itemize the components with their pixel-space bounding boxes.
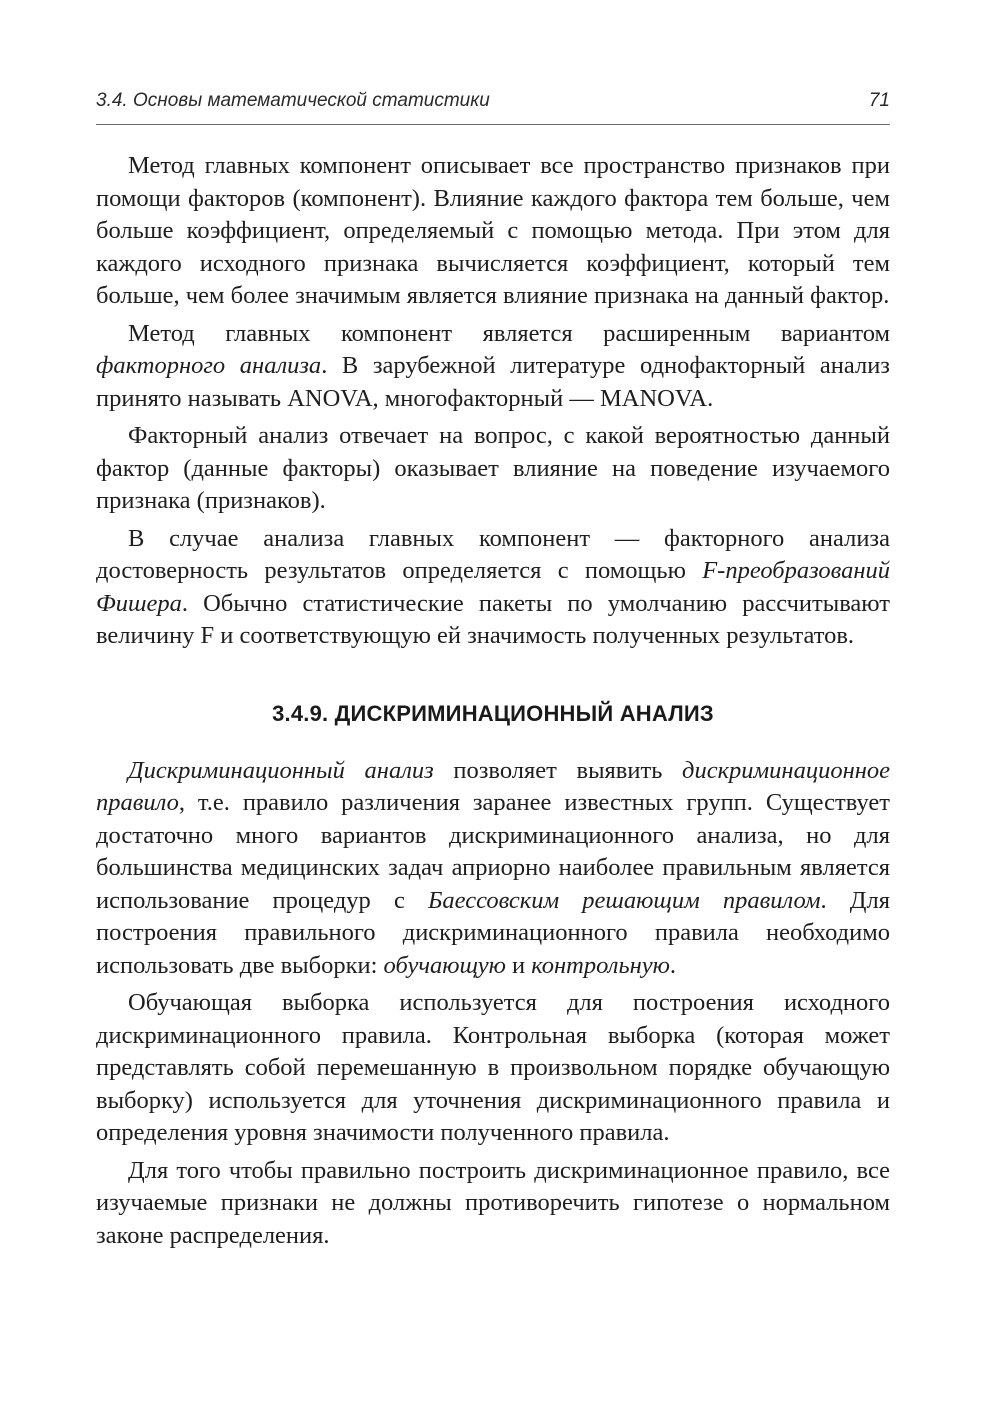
text-run: Метод главных компонент описывает все пространство признаков при помощи факторов (компонент). Влияние каждого фактора тем больше, чем больше коэффициент, определяемый с помощью метода. При этом для каждого исходного признака вычисляется коэффициент, который тем больше, чем более значимым является влияние признака на данный фактор. xyxy=(96,152,890,309)
text-run: . xyxy=(669,951,677,979)
paragraph xyxy=(96,523,890,653)
italic-term: Дискриминационный анализ xyxy=(128,756,434,784)
text-run: Для того чтобы правильно построить дискриминационное правило, все изучаемые признаки не должны противоречить гипотезе о нормальном законе распределения. xyxy=(96,1156,890,1249)
paragraph xyxy=(96,420,890,518)
text-run: позволяет выявить xyxy=(433,756,683,784)
body-text xyxy=(96,150,890,1257)
text-run: и xyxy=(505,951,532,979)
section-running-title: 3.4. Основы математической статистики xyxy=(96,90,490,111)
paragraphs-bottom xyxy=(96,755,890,1253)
italic-term: F-преобразований Фишера xyxy=(96,557,890,617)
italic-term: факторного анализа xyxy=(96,352,322,379)
text-run: . Для построения правильного дискриминационного правила необходимо использовать две выборки: xyxy=(96,886,890,979)
running-header xyxy=(96,88,890,118)
header-divider xyxy=(96,124,890,125)
paragraph xyxy=(96,1155,890,1253)
italic-term: дискриминационное правило xyxy=(96,756,890,816)
paragraphs-top xyxy=(96,150,890,653)
page-number: 71 xyxy=(868,90,890,111)
italic-term: контрольную xyxy=(531,951,670,979)
italic-term: Баессовским решающим правилом xyxy=(427,886,821,914)
text-run: Факторный анализ отвечает на вопрос, с какой вероятностью данный фактор (данные факторы) оказывает влияние на поведение изучаемого признака (признаков). xyxy=(96,422,890,514)
section-heading: 3.4.9. ДИСКРИМИНАЦИОННЫЙ АНАЛИЗ xyxy=(272,700,714,726)
paragraph xyxy=(96,318,890,416)
paragraph xyxy=(96,755,890,983)
paragraph xyxy=(96,150,890,313)
text-run: , т.е. правило различения заранее известных групп. Существует достаточно много вариантов дискриминационного анализа, но для большинства медицинских задач априорно наиболее правильным является использование процедур с xyxy=(96,789,890,914)
italic-term: обучающую xyxy=(383,951,506,979)
text-run: . Обычно статистические пакеты по умолчанию рассчитывают величину F и соответствующую ей значимость полученных результатов. xyxy=(96,589,890,649)
text-run: Метод главных компонент является расширенным вариантом xyxy=(128,319,890,347)
text-run: Обучающая выборка используется для построения исходного дискриминационного правила. Контрольная выборка (которая может представлять собой перемешанную в произвольном порядке обучающую выборку) используется для уточнения дискриминационного правила и определения уровня значимости полученного правила. xyxy=(96,989,890,1146)
text-run: В случае анализа главных компонент — факторного анализа достоверность результатов определяется с помощью xyxy=(96,524,890,584)
text-run: . В зарубежной литературе однофакторный анализ принято называть ANOVA, многофакторный — MANOVA. xyxy=(96,352,890,412)
paragraph xyxy=(96,987,890,1150)
